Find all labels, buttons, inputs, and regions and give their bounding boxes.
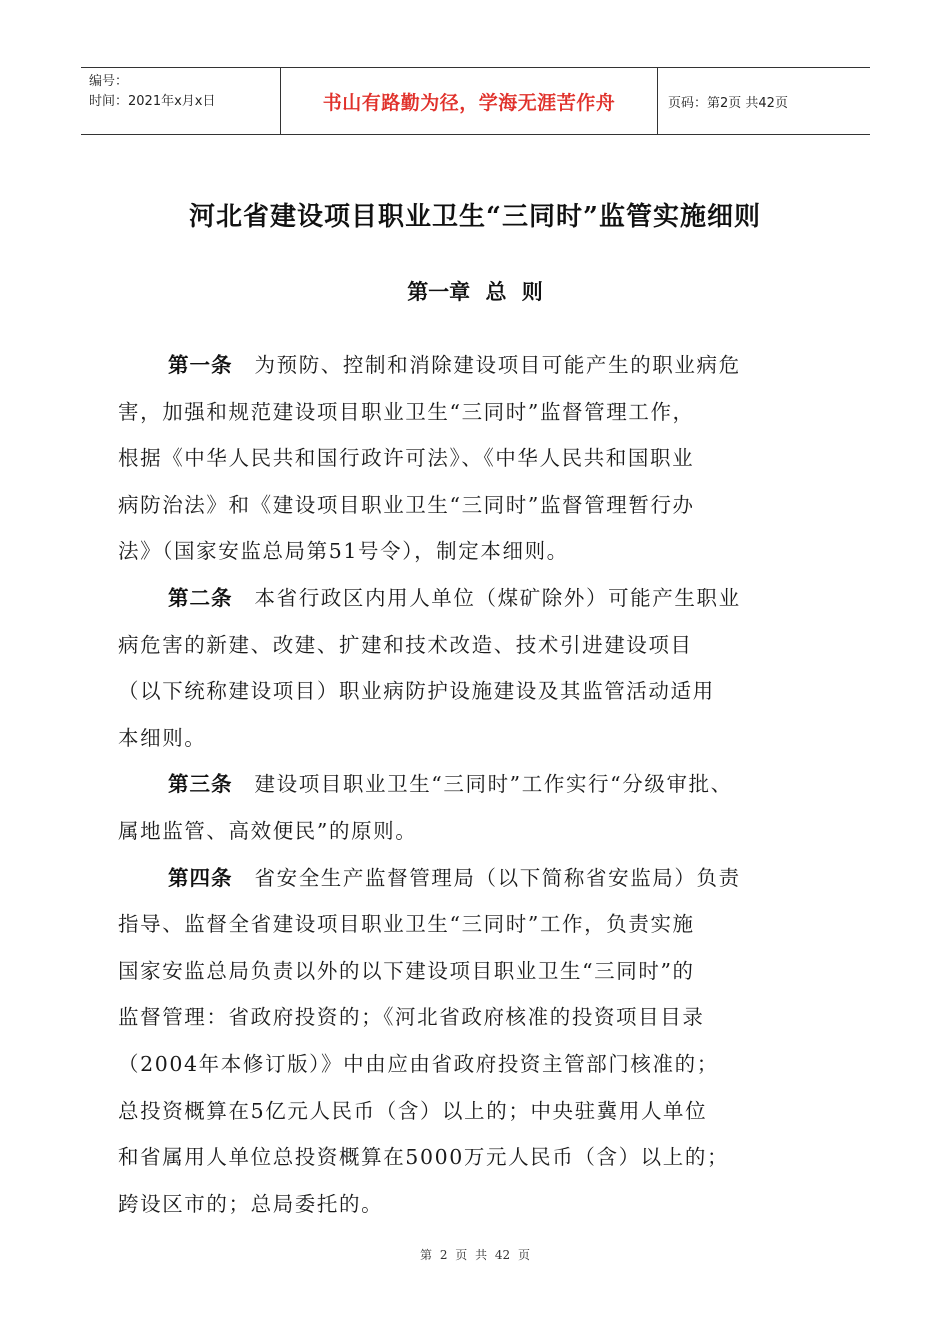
chapter-heading: 第一章 总 则 xyxy=(407,280,543,304)
date-label: 时间：2021年x月x日 xyxy=(89,94,216,109)
article-text: 属地监管、高效便民”的原则。 xyxy=(118,818,418,843)
article-text: 国家安监总局负责以外的以下建设项目职业卫生“三同时”的 xyxy=(118,958,695,983)
article-label: 第四条 xyxy=(168,865,233,890)
article-text: 建设项目职业卫生“三同时”工作实行“分级审批、 xyxy=(254,772,733,797)
article-label: 第三条 xyxy=(168,772,233,797)
article-line xyxy=(118,389,838,436)
article-line xyxy=(118,761,838,808)
article-1 xyxy=(118,342,838,575)
article-text: 省安全生产监督管理局（以下简称省安监局）负责 xyxy=(254,865,741,890)
page-footer: 第 2 页 共 42 页 xyxy=(420,1248,530,1262)
article-text: （2004年本修订版）》中由应由省政府投资主管部门核准的； xyxy=(118,1051,719,1076)
article-line xyxy=(118,1134,838,1181)
article-text: 指导、监督全省建设项目职业卫生“三同时”工作，负责实施 xyxy=(118,912,695,937)
document-body xyxy=(118,342,838,1227)
article-text: 和省属用人单位总投资概算在5000万元人民币（含）以上的； xyxy=(118,1145,730,1170)
article-text: 监督管理：省政府投资的；《河北省政府核准的投资项目目录 xyxy=(118,1005,705,1030)
header-meta-cell xyxy=(81,68,281,134)
header-page-code: 页码：第2页 共42页 xyxy=(668,95,788,111)
article-text: （以下统称建设项目）职业病防护设施建设及其监管活动适用 xyxy=(118,679,715,704)
article-line xyxy=(118,668,838,715)
number-label: 编号： xyxy=(89,74,129,89)
article-line xyxy=(118,622,838,669)
article-line xyxy=(118,1041,838,1088)
article-line xyxy=(118,342,838,389)
header-table xyxy=(81,67,870,135)
article-line xyxy=(118,948,838,995)
article-line xyxy=(118,482,838,529)
article-line xyxy=(118,855,838,902)
document-title: 河北省建设项目职业卫生“三同时”监管实施细则 xyxy=(189,202,761,232)
article-text: 害，加强和规范建设项目职业卫生“三同时”监督管理工作， xyxy=(118,399,695,424)
article-line xyxy=(118,1181,838,1228)
header-motto: 书山有路勤为径，学海无涯苦作舟 xyxy=(281,68,658,134)
article-text: 总投资概算在5亿元人民币（含）以上的；中央驻冀用人单位 xyxy=(118,1098,708,1123)
article-text: 病防治法》和《建设项目职业卫生“三同时”监督管理暂行办 xyxy=(118,492,695,517)
article-4 xyxy=(118,855,838,1228)
article-text: 为预防、控制和消除建设项目可能产生的职业病危 xyxy=(254,353,741,377)
article-text: 跨设区市的；总局委托的。 xyxy=(118,1191,384,1216)
article-label: 第一条 xyxy=(168,353,233,377)
article-line xyxy=(118,575,838,622)
article-line xyxy=(118,1088,838,1135)
article-text: 根据《中华人民共和国行政许可法》、《中华人民共和国职业 xyxy=(118,446,695,471)
article-text: 病危害的新建、改建、扩建和技术改造、技术引进建设项目 xyxy=(118,632,693,657)
article-text: 法》（国家安监总局第51号令），制定本细则。 xyxy=(118,539,569,564)
article-line xyxy=(118,435,838,482)
article-line xyxy=(118,715,838,762)
article-3 xyxy=(118,761,838,854)
article-2 xyxy=(118,575,838,761)
article-line xyxy=(118,994,838,1041)
article-line xyxy=(118,528,838,575)
article-text: 本细则。 xyxy=(118,725,207,750)
article-label: 第二条 xyxy=(168,585,233,610)
article-line xyxy=(118,901,838,948)
article-text: 本省行政区内用人单位（煤矿除外）可能产生职业 xyxy=(254,585,741,610)
article-line xyxy=(118,808,838,855)
